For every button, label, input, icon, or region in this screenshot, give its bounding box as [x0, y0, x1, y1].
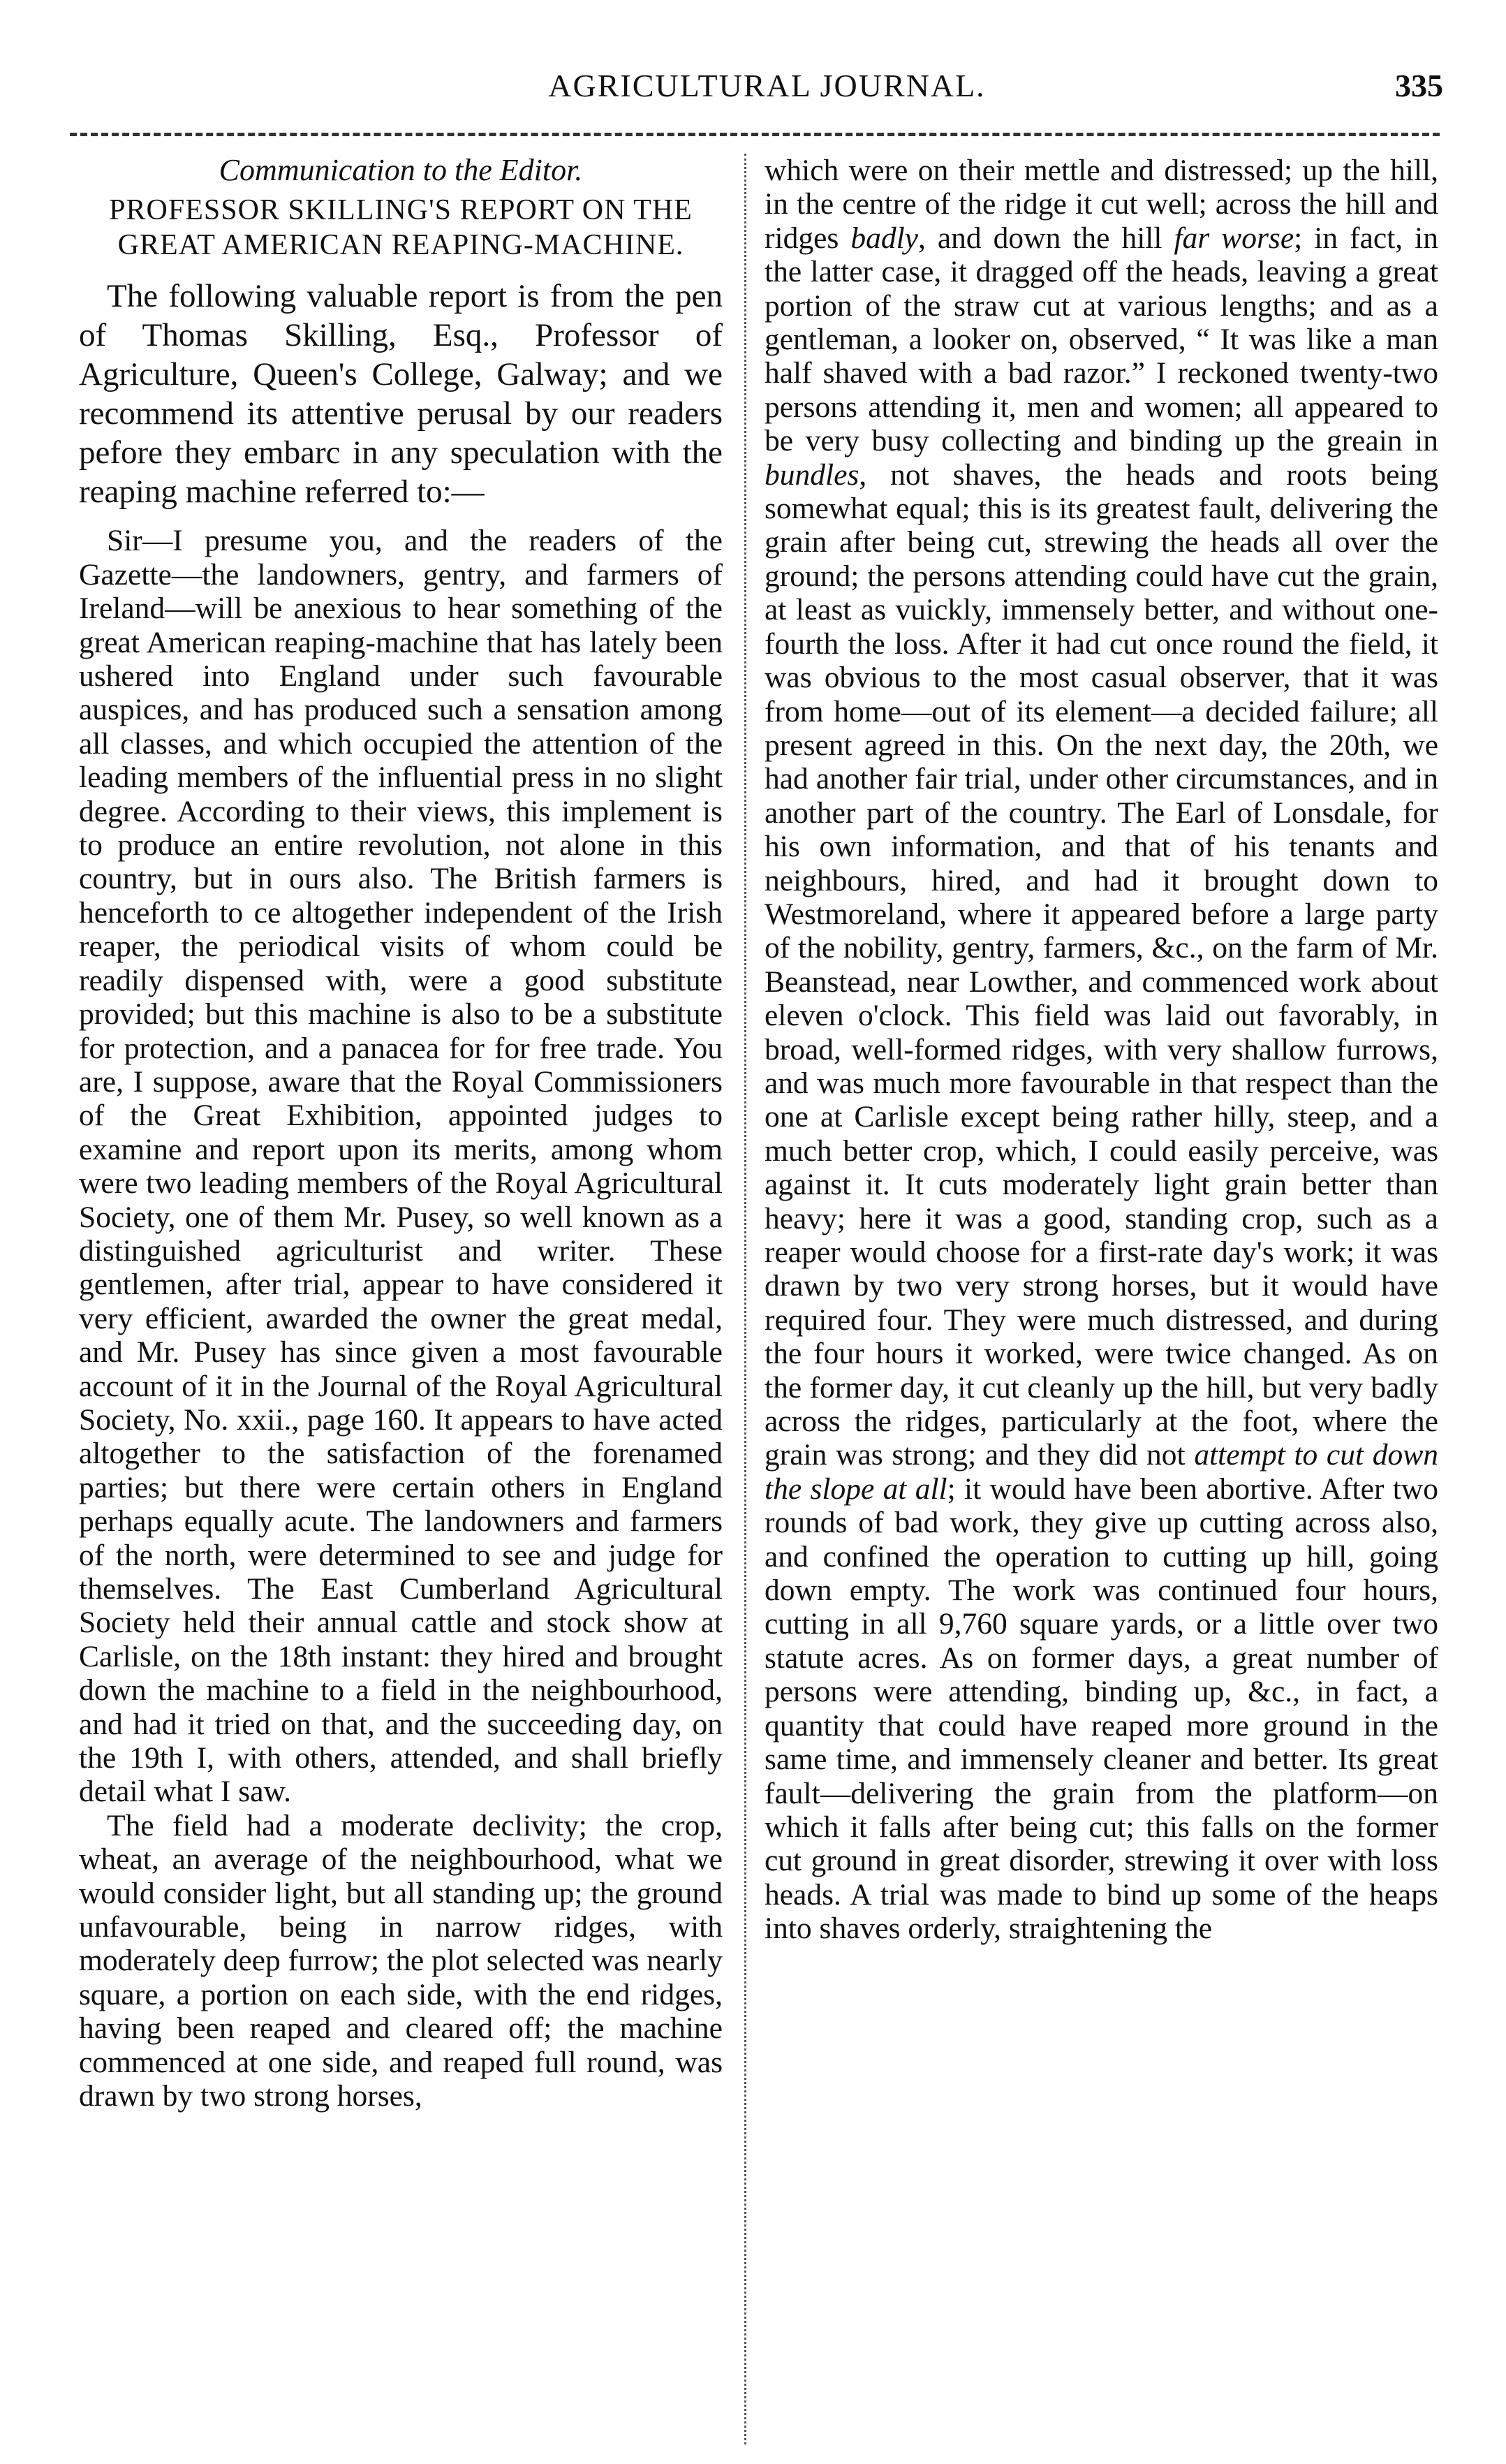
editor-intro: The following valuable report is from the pen of Thomas Skilling, Esq., Professor of Agriculture, Queen's College, Galway; and we recommend its attentive perusal by our readers pefore they embarc in any speculation with the reaping machine referred to:—	[79, 278, 723, 511]
text-run: which were on their mettle and distressed; up the hill, in the centre of the ridge it cut well; across the hill and ridges	[765, 154, 1438, 255]
italic-run: bundles	[765, 457, 859, 492]
italic-run: far worse	[1174, 221, 1294, 255]
header-rule	[70, 133, 1440, 136]
text-run: ; in fact, in the latter case, it dragged off the heads, leaving a great portion of the straw cut at various lengths; and as a gentleman, a looker on, observed, “ It was like a man half shaved with a bad razor.” I reckoned twenty-two persons attending it, men and women; all appeared to be very busy collecting and binding up the greain in	[765, 221, 1438, 458]
letter-paragraph-2: The field had a moderate declivity; the crop, wheat, an average of the neighbourhood, what we would consider light, but all standing up; the ground unfavourable, being in narrow ridges, with moderately deep furrow; the plot selected was nearly square, a portion on each side, with the end ridges, having been reaped and cleared off; the machine commenced at one side, and reaped full round, was drawn by two strong horses,	[79, 1808, 723, 2113]
left-column	[79, 154, 723, 2113]
letter-paragraph-1: Sir—I presume you, and the readers of the Gazette—the landowners, gentry, and farmers of Ireland—will be anexious to hear something of the great American reaping-machine that has lately been ushered into England under such favourable auspices, and has produced such a sensation among all classes, and which occupied the attention of the leading members of the influential press in no slight degree. According to their views, this implement is to produce an entire revolution, not alone in this country, but in ours also. The British farmers is henceforth to ce altogether independent of the Irish reaper, the periodical visits of whom could be readily dispensed with, were a good substitute provided; but this machine is also to be a substitute for protection, and a panacea for for free trade. You are, I suppose, aware that the Royal Commissioners of the Great Exhibition, appointed judges to examine and report upon its merits, among whom were two leading members of the Royal Agricultural Society, one of them Mr. Pusey, so well known as a distinguished agriculturist and writer. These gentlemen, after trial, appear to have considered it very efficient, awarded the owner the great medal, and Mr. Pusey has since given a most favourable account of it in the Journal of the Royal Agricultural Society, No. xxii., page 160. It appears to have acted altogether to the satisfaction of the forenamed parties; but there were certain others in England perhaps equally acute. The landowners and farmers of the north, were determined to see and judge for themselves. The East Cumberland Agricultural Society held their annual cattle and stock show at Carlisle, on the 18th instant: they hired and brought down the machine to a field in the neighbourhood, and had it tried on that, and the succeeding day, on the 19th I, with others, attended, and shall briefly detail what I saw.	[79, 524, 723, 1809]
text-run: , not shaves, the heads and roots being somewhat equal; this is its greatest fault, delivering the grain after being cut, strewing the heads all over the ground; the persons attending could have cut the grain, at least as vuickly, immensely better, and without one-fourth the loss. After it had cut once round the field, it was obvious to the most casual observer, that it was from home—out of its element—a decided failure; all present agreed in this. On the next day, the 20th, we had another fair trial, under other circumstances, and in another part of the country. The Earl of Lonsdale, for his own information, and that of his tenants and neighbours, hired, and had it brought down to Westmoreland, where it appeared before a large party of the nobility, gentry, farmers, &c., on the farm of Mr. Beanstead, near Lowther, and commenced work about eleven o'clock. This field was laid out favorably, in broad, well-formed ridges, with very shallow furrows, and was much more favourable in that respect than the one at Carlisle except being rather hilly, steep, and a much better crop, which, I could easily perceive, was against it. It cuts moderately light grain better than heavy; here it was a good, standing crop, such as a reaper would choose for a first-rate day's work; it was drawn by two very strong horses, but it would have required four. They were much distressed, and during the four hours it worked, were twice changed. As on the former day, it cut cleanly up the hill, but very badly across the ridges, particularly at the foot, where the grain was strong; and they did not	[765, 457, 1438, 1472]
italic-run: attempt to cut down the slope at all	[765, 1438, 1438, 1506]
right-column	[765, 154, 1438, 1946]
page-number: 335	[1395, 68, 1443, 103]
article-title: PROFESSOR SKILLING'S REPORT ON THE GREAT AMERICAN REAPING-MACHINE.	[109, 194, 693, 262]
text-run: , and down the hill	[917, 221, 1162, 255]
italic-run: badly	[850, 221, 918, 255]
communication-label: Communication to the Editor.	[219, 153, 583, 187]
journal-title: AGRICULTURAL JOURNAL.	[548, 68, 986, 103]
running-head	[70, 67, 1464, 116]
column-divider	[744, 154, 746, 2444]
letter-continuation	[765, 154, 1438, 1946]
text-run: ; it would have been abortive. After two rounds of bad work, they give up cutting across also, and confined the operation to cutting up hill, going down empty. The work was continued four hours, cutting in all 9,760 square yards, or a little over two statute acres. As on former days, a great number of persons were attending, binding up, &c., in fact, a quantity that could have reaped more ground in the same time, and immensely cleaner and better. Its great fault—delivering the grain from the platform—on which it falls after being cut; this falls on the former cut ground in great disorder, strewing it over with loss heads. A trial was made to bind up some of the heaps into shaves orderly, straightening the	[765, 1472, 1438, 1946]
